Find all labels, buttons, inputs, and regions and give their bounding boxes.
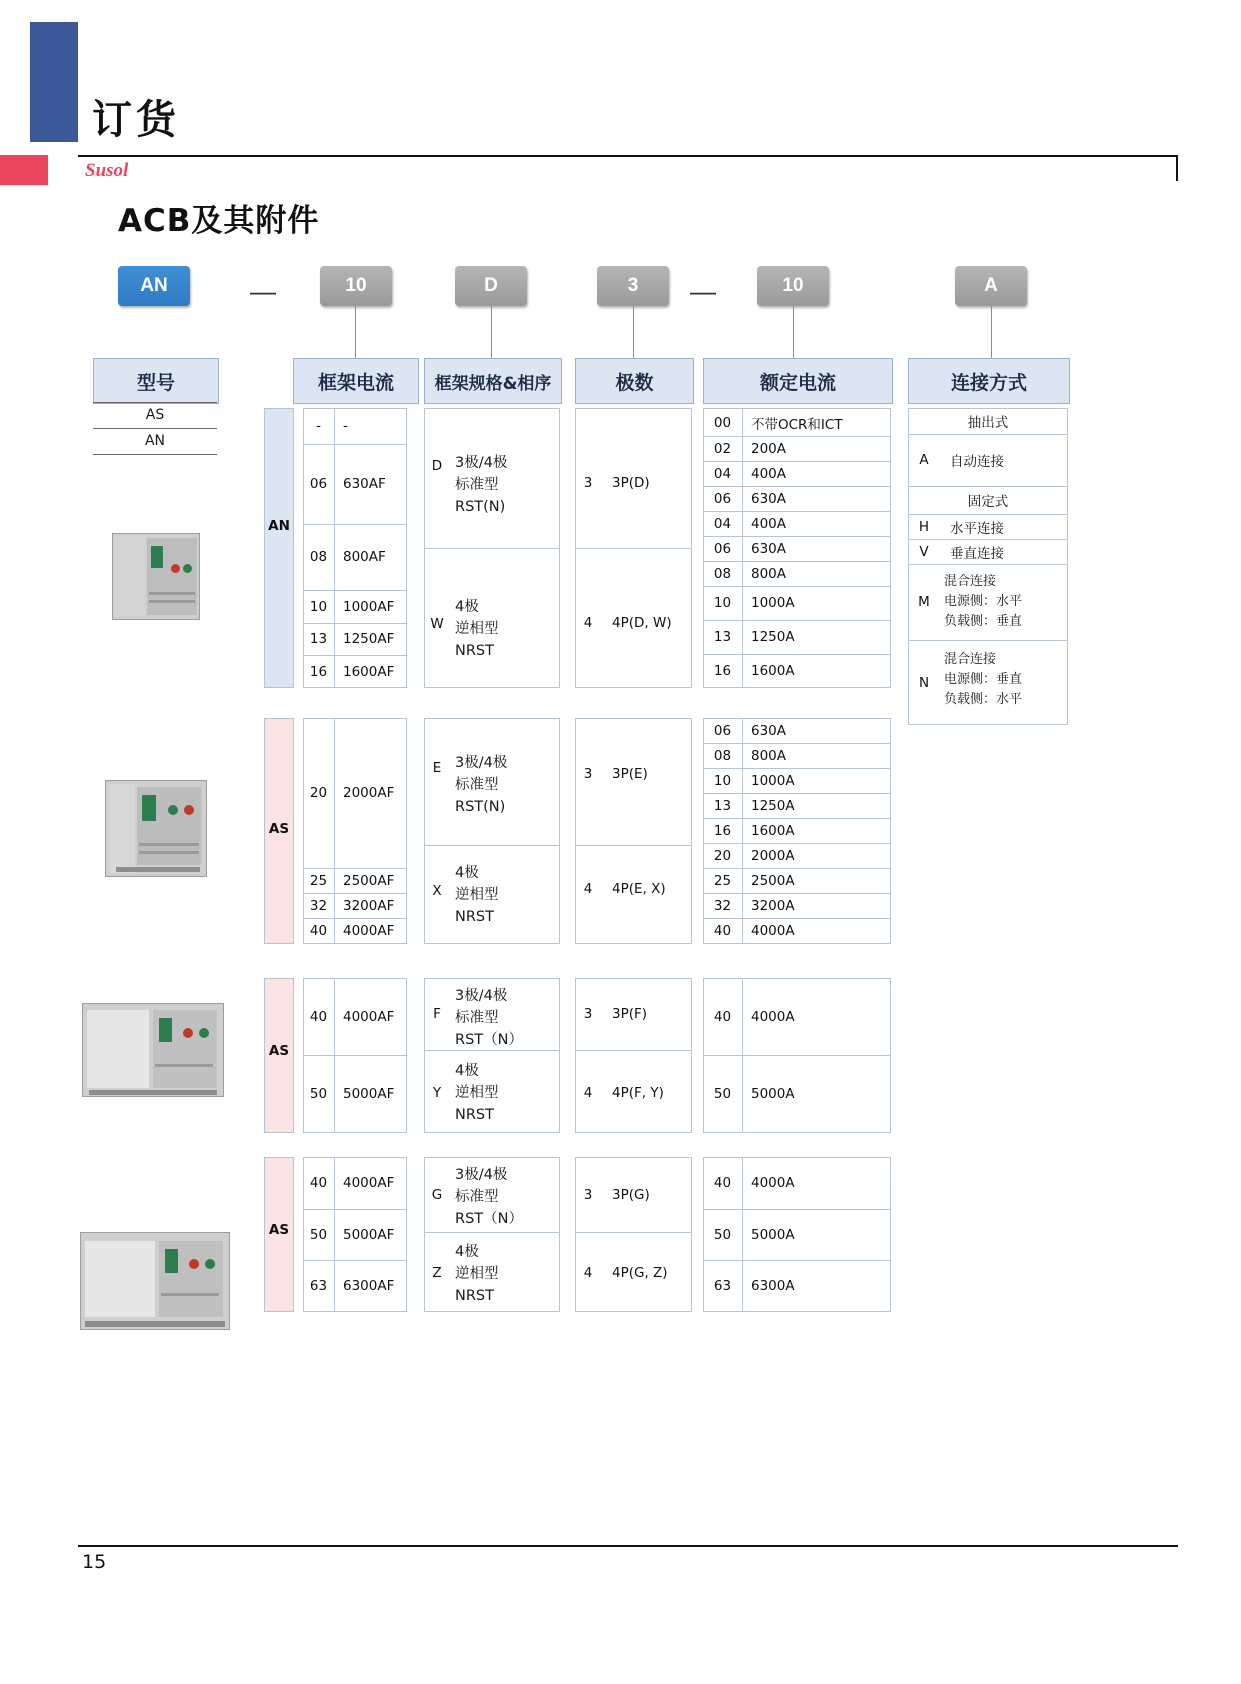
frame-spec-line: 3极/4极 (455, 455, 508, 471)
frame-current-code[interactable]: 50 (309, 1086, 328, 1102)
frame-current-code[interactable]: 20 (309, 785, 328, 801)
rated-current-value: 1250A (751, 797, 795, 814)
frame-current-value: 3200AF (343, 897, 395, 914)
poles-value: 3P(D) (612, 475, 650, 491)
header-blue-block (30, 22, 78, 142)
column-header-frame-spec: 框架规格&相序 (424, 358, 562, 404)
rated-current-code[interactable]: 08 (713, 747, 732, 764)
frame-spec-divider (424, 1232, 560, 1233)
column-header-rated-current: 额定电流 (703, 358, 893, 404)
frame-spec-line: NRST (455, 643, 494, 659)
frame-spec-desc (455, 596, 555, 662)
frame-current-code[interactable]: 32 (309, 897, 328, 914)
connection-value: 自动连接 (950, 454, 1004, 470)
leader-line-poles (633, 306, 634, 358)
rated-current-value: 1000A (751, 772, 795, 789)
frame-spec-line: 逆相型 (455, 1266, 499, 1282)
header-divider (78, 155, 1178, 157)
frame-spec-desc (455, 1060, 560, 1126)
frame-spec-code[interactable]: D (431, 458, 443, 474)
page-number: 15 (82, 1551, 107, 1573)
frame-spec-line: 标准型 (455, 477, 499, 493)
connection-desc (944, 650, 1066, 710)
rated-current-value: 4000A (751, 1175, 795, 1191)
rated-current-code[interactable]: 06 (713, 490, 732, 507)
frame-spec-line: 逆相型 (455, 887, 499, 903)
connection-code[interactable]: N (918, 674, 930, 691)
rated-current-code[interactable]: 06 (713, 540, 732, 557)
frame-spec-line: 标准型 (455, 1189, 499, 1205)
rated-current-value: 6300A (751, 1278, 795, 1294)
product-photo-as-6300 (80, 1232, 230, 1330)
frame-spec-line: NRST (455, 909, 494, 925)
frame-current-code[interactable]: 08 (309, 549, 328, 565)
connection-code[interactable]: V (919, 543, 929, 560)
frame-current-value: 6300AF (343, 1278, 395, 1294)
poles-divider-an (575, 548, 692, 549)
frame-current-code[interactable]: 40 (309, 1175, 328, 1191)
section-title: ACB及其附件 (118, 203, 320, 239)
frame-spec-line: 标准型 (455, 777, 499, 793)
frame-current-value: 5000AF (343, 1226, 395, 1243)
frame-current-value: 5000AF (343, 1086, 395, 1102)
frame-spec-divider (424, 845, 560, 846)
product-photo-as-2000 (105, 780, 207, 877)
frame-spec-desc (455, 985, 560, 1051)
connection-line: 负载侧：垂直 (944, 614, 1023, 629)
frame-current-value: 800AF (343, 549, 386, 565)
frame-spec-desc (455, 1241, 560, 1307)
header-red-block (0, 155, 48, 185)
connection-value: 垂直连接 (950, 545, 1004, 562)
frame-current-code[interactable]: 63 (309, 1278, 328, 1294)
frame-spec-line: 逆相型 (455, 1085, 499, 1101)
poles-value: 3P(G) (612, 1187, 650, 1203)
rated-current-value: 400A (751, 515, 787, 532)
frame-current-code[interactable]: 10 (309, 598, 328, 615)
rated-current-value: 4000A (751, 1008, 795, 1025)
series-label-an (264, 408, 294, 688)
frame-spec-line: 4极 (455, 1063, 479, 1079)
connection-value: 水平连接 (950, 520, 1004, 537)
code-chip-model[interactable]: AN (118, 266, 190, 306)
rated-current-code[interactable]: 08 (713, 565, 732, 582)
code-chip-frame-current[interactable]: 10 (320, 266, 392, 306)
frame-spec-line: 3极/4极 (455, 1167, 508, 1183)
rated-current-code[interactable]: 02 (713, 440, 732, 457)
frame-spec-line: 4极 (455, 599, 479, 615)
brand-logo: Susol (85, 160, 129, 181)
frame-current-value: - (343, 418, 348, 434)
poles-code[interactable]: 4 (583, 1265, 593, 1281)
rated-current-value: 630A (751, 490, 787, 507)
header-divider-end (1176, 155, 1178, 181)
column-header-poles: 极数 (575, 358, 694, 404)
column-header-model: 型号 (93, 358, 219, 404)
rated-current-code[interactable]: 06 (713, 722, 732, 739)
series-label-as-2-text: AS (268, 1043, 290, 1059)
rated-current-code[interactable]: 20 (713, 847, 732, 864)
rated-current-value: 不带OCR和ICT (751, 417, 843, 433)
rated-current-code[interactable]: 00 (713, 415, 732, 431)
connection-line: 负载侧：水平 (944, 692, 1023, 707)
frame-spec-code[interactable]: Z (432, 1265, 442, 1281)
frame-current-value: 1600AF (343, 663, 395, 680)
rated-current-code[interactable]: 10 (713, 772, 732, 789)
connection-line: 混合连接 (944, 574, 997, 589)
rated-current-code[interactable]: 04 (713, 465, 732, 482)
frame-current-value: 4000AF (343, 1175, 395, 1191)
code-chip-frame-spec[interactable]: D (455, 266, 527, 306)
frame-current-value: 4000AF (343, 1008, 395, 1025)
rated-current-code[interactable]: 13 (713, 797, 732, 814)
frame-spec-code[interactable]: W (430, 616, 444, 632)
connection-line: 电源侧：水平 (944, 594, 1023, 609)
rated-current-value: 1600A (751, 663, 795, 679)
frame-current-value: 630AF (343, 476, 386, 492)
rated-current-code[interactable]: 40 (713, 1008, 732, 1025)
frame-spec-line: 3极/4极 (455, 755, 508, 771)
frame-spec-line: 3极/4极 (455, 988, 508, 1004)
poles-code[interactable]: 4 (583, 881, 593, 897)
series-label-as-1-text: AS (268, 821, 290, 837)
frame-current-value: 2500AF (343, 872, 395, 889)
column-header-connection: 连接方式 (908, 358, 1070, 404)
code-separator-2: — (690, 276, 716, 306)
rated-current-code[interactable]: 10 (713, 595, 732, 611)
connection-fixed-title: 固定式 (967, 494, 1009, 510)
poles-table-as-2 (575, 978, 692, 1133)
leader-line-rated-current (793, 306, 794, 358)
connection-drawout-title: 抽出式 (967, 415, 1009, 431)
code-chip-connection[interactable]: A (955, 266, 1027, 306)
poles-value: 3P(E) (612, 766, 648, 782)
frame-current-code[interactable]: 16 (309, 663, 328, 680)
frame-spec-line: NRST (455, 1107, 494, 1123)
leader-line-frame-current (355, 306, 356, 358)
rated-current-code[interactable]: 04 (713, 515, 732, 532)
rated-current-code[interactable]: 50 (713, 1086, 732, 1102)
poles-value: 4P(G, Z) (612, 1265, 668, 1281)
rated-current-code[interactable]: 40 (713, 923, 732, 939)
rated-current-value: 2000A (751, 847, 795, 864)
frame-spec-desc (455, 752, 555, 818)
rated-current-value: 5000A (751, 1226, 795, 1243)
rated-current-value: 2500A (751, 872, 795, 889)
frame-current-code[interactable]: 40 (309, 923, 328, 939)
poles-code[interactable]: 3 (583, 475, 593, 491)
frame-current-code[interactable]: 40 (309, 1008, 328, 1025)
poles-value: 4P(D, W) (612, 615, 672, 631)
poles-divider (575, 845, 692, 846)
frame-spec-line: RST（N） (455, 1032, 523, 1048)
connection-desc (944, 572, 1066, 632)
rated-current-value: 1600A (751, 822, 795, 839)
rated-current-value: 630A (751, 722, 787, 739)
frame-current-code[interactable]: 06 (309, 476, 328, 492)
connection-code[interactable]: H (918, 518, 930, 535)
model-option-an[interactable]: AN (144, 433, 166, 449)
rated-current-value: 200A (751, 440, 787, 457)
rated-current-value: 4000A (751, 923, 795, 939)
frame-current-value: 1250AF (343, 631, 395, 647)
code-chip-poles[interactable]: 3 (597, 266, 669, 306)
poles-table-as-3 (575, 1157, 692, 1312)
connection-code[interactable]: A (919, 452, 929, 468)
rated-current-value: 630A (751, 540, 787, 557)
rated-current-value: 3200A (751, 897, 795, 914)
connection-line: 电源侧：垂直 (944, 672, 1023, 687)
frame-spec-line: 4极 (455, 1244, 479, 1260)
frame-spec-code[interactable]: F (433, 1006, 441, 1022)
poles-code[interactable]: 4 (583, 615, 593, 631)
rated-current-code[interactable]: 50 (713, 1226, 732, 1243)
code-separator-1: — (250, 276, 276, 306)
series-label-as-3-text: AS (268, 1222, 290, 1238)
product-photo-an (112, 533, 200, 620)
footer-divider (78, 1545, 1178, 1547)
frame-spec-code[interactable]: G (431, 1187, 443, 1203)
rated-current-value: 400A (751, 465, 787, 482)
poles-code[interactable]: 3 (583, 1187, 593, 1203)
rated-current-code[interactable]: 16 (713, 822, 732, 839)
frame-spec-line: RST（N） (455, 1211, 523, 1227)
frame-current-code[interactable]: - (316, 418, 321, 434)
frame-current-code[interactable]: 13 (309, 631, 328, 647)
rated-current-code[interactable]: 13 (713, 629, 732, 645)
leader-line-connection (991, 306, 992, 358)
column-header-frame-current: 框架电流 (293, 358, 419, 404)
leader-line-frame-spec (491, 306, 492, 358)
frame-spec-line: RST(N) (455, 499, 506, 515)
product-photo-as-5000 (82, 1003, 224, 1097)
frame-current-value: 1000AF (343, 598, 395, 615)
frame-spec-desc (455, 1164, 560, 1230)
poles-divider (575, 1232, 692, 1233)
rated-current-code[interactable]: 40 (713, 1175, 732, 1191)
connection-code[interactable]: M (918, 594, 930, 610)
frame-spec-desc (455, 452, 555, 518)
rated-current-value: 1250A (751, 629, 795, 645)
rated-current-value: 5000A (751, 1086, 795, 1102)
frame-spec-code[interactable]: E (432, 760, 442, 776)
frame-spec-line: 4极 (455, 865, 479, 881)
frame-current-code[interactable]: 50 (309, 1226, 328, 1243)
poles-value: 4P(F, Y) (612, 1085, 664, 1101)
poles-value: 3P(F) (612, 1006, 648, 1022)
model-option-as[interactable]: AS (145, 407, 165, 423)
rated-current-value: 800A (751, 747, 787, 764)
poles-code[interactable]: 3 (583, 766, 593, 782)
frame-spec-code[interactable]: Y (432, 1085, 442, 1101)
poles-table-as-1 (575, 718, 692, 944)
rated-current-value: 800A (751, 565, 787, 582)
frame-current-value: 4000AF (343, 923, 395, 939)
series-label-an-text: AN (268, 518, 290, 534)
connection-line: 混合连接 (944, 652, 997, 667)
rated-current-code[interactable]: 16 (713, 663, 732, 679)
frame-spec-line: RST(N) (455, 799, 506, 815)
frame-spec-line: 标准型 (455, 1010, 499, 1026)
frame-spec-code[interactable]: X (432, 883, 442, 899)
code-chip-rated-current[interactable]: 10 (757, 266, 829, 306)
poles-value: 4P(E, X) (612, 881, 666, 897)
poles-code[interactable]: 4 (583, 1085, 593, 1101)
rated-current-code[interactable]: 32 (713, 897, 732, 914)
frame-spec-line: NRST (455, 1288, 494, 1304)
frame-spec-divider-an (424, 548, 560, 549)
poles-divider (575, 1050, 692, 1051)
page-title: 订货 (92, 97, 180, 143)
model-divider-bottom (93, 454, 217, 455)
frame-current-code[interactable]: 25 (309, 872, 328, 889)
rated-current-code[interactable]: 63 (713, 1278, 732, 1294)
frame-spec-desc (455, 862, 555, 928)
rated-current-value: 1000A (751, 595, 795, 611)
frame-current-value: 2000AF (343, 785, 395, 801)
rated-current-code[interactable]: 25 (713, 872, 732, 889)
frame-spec-line: 逆相型 (455, 621, 499, 637)
poles-code[interactable]: 3 (583, 1006, 593, 1022)
